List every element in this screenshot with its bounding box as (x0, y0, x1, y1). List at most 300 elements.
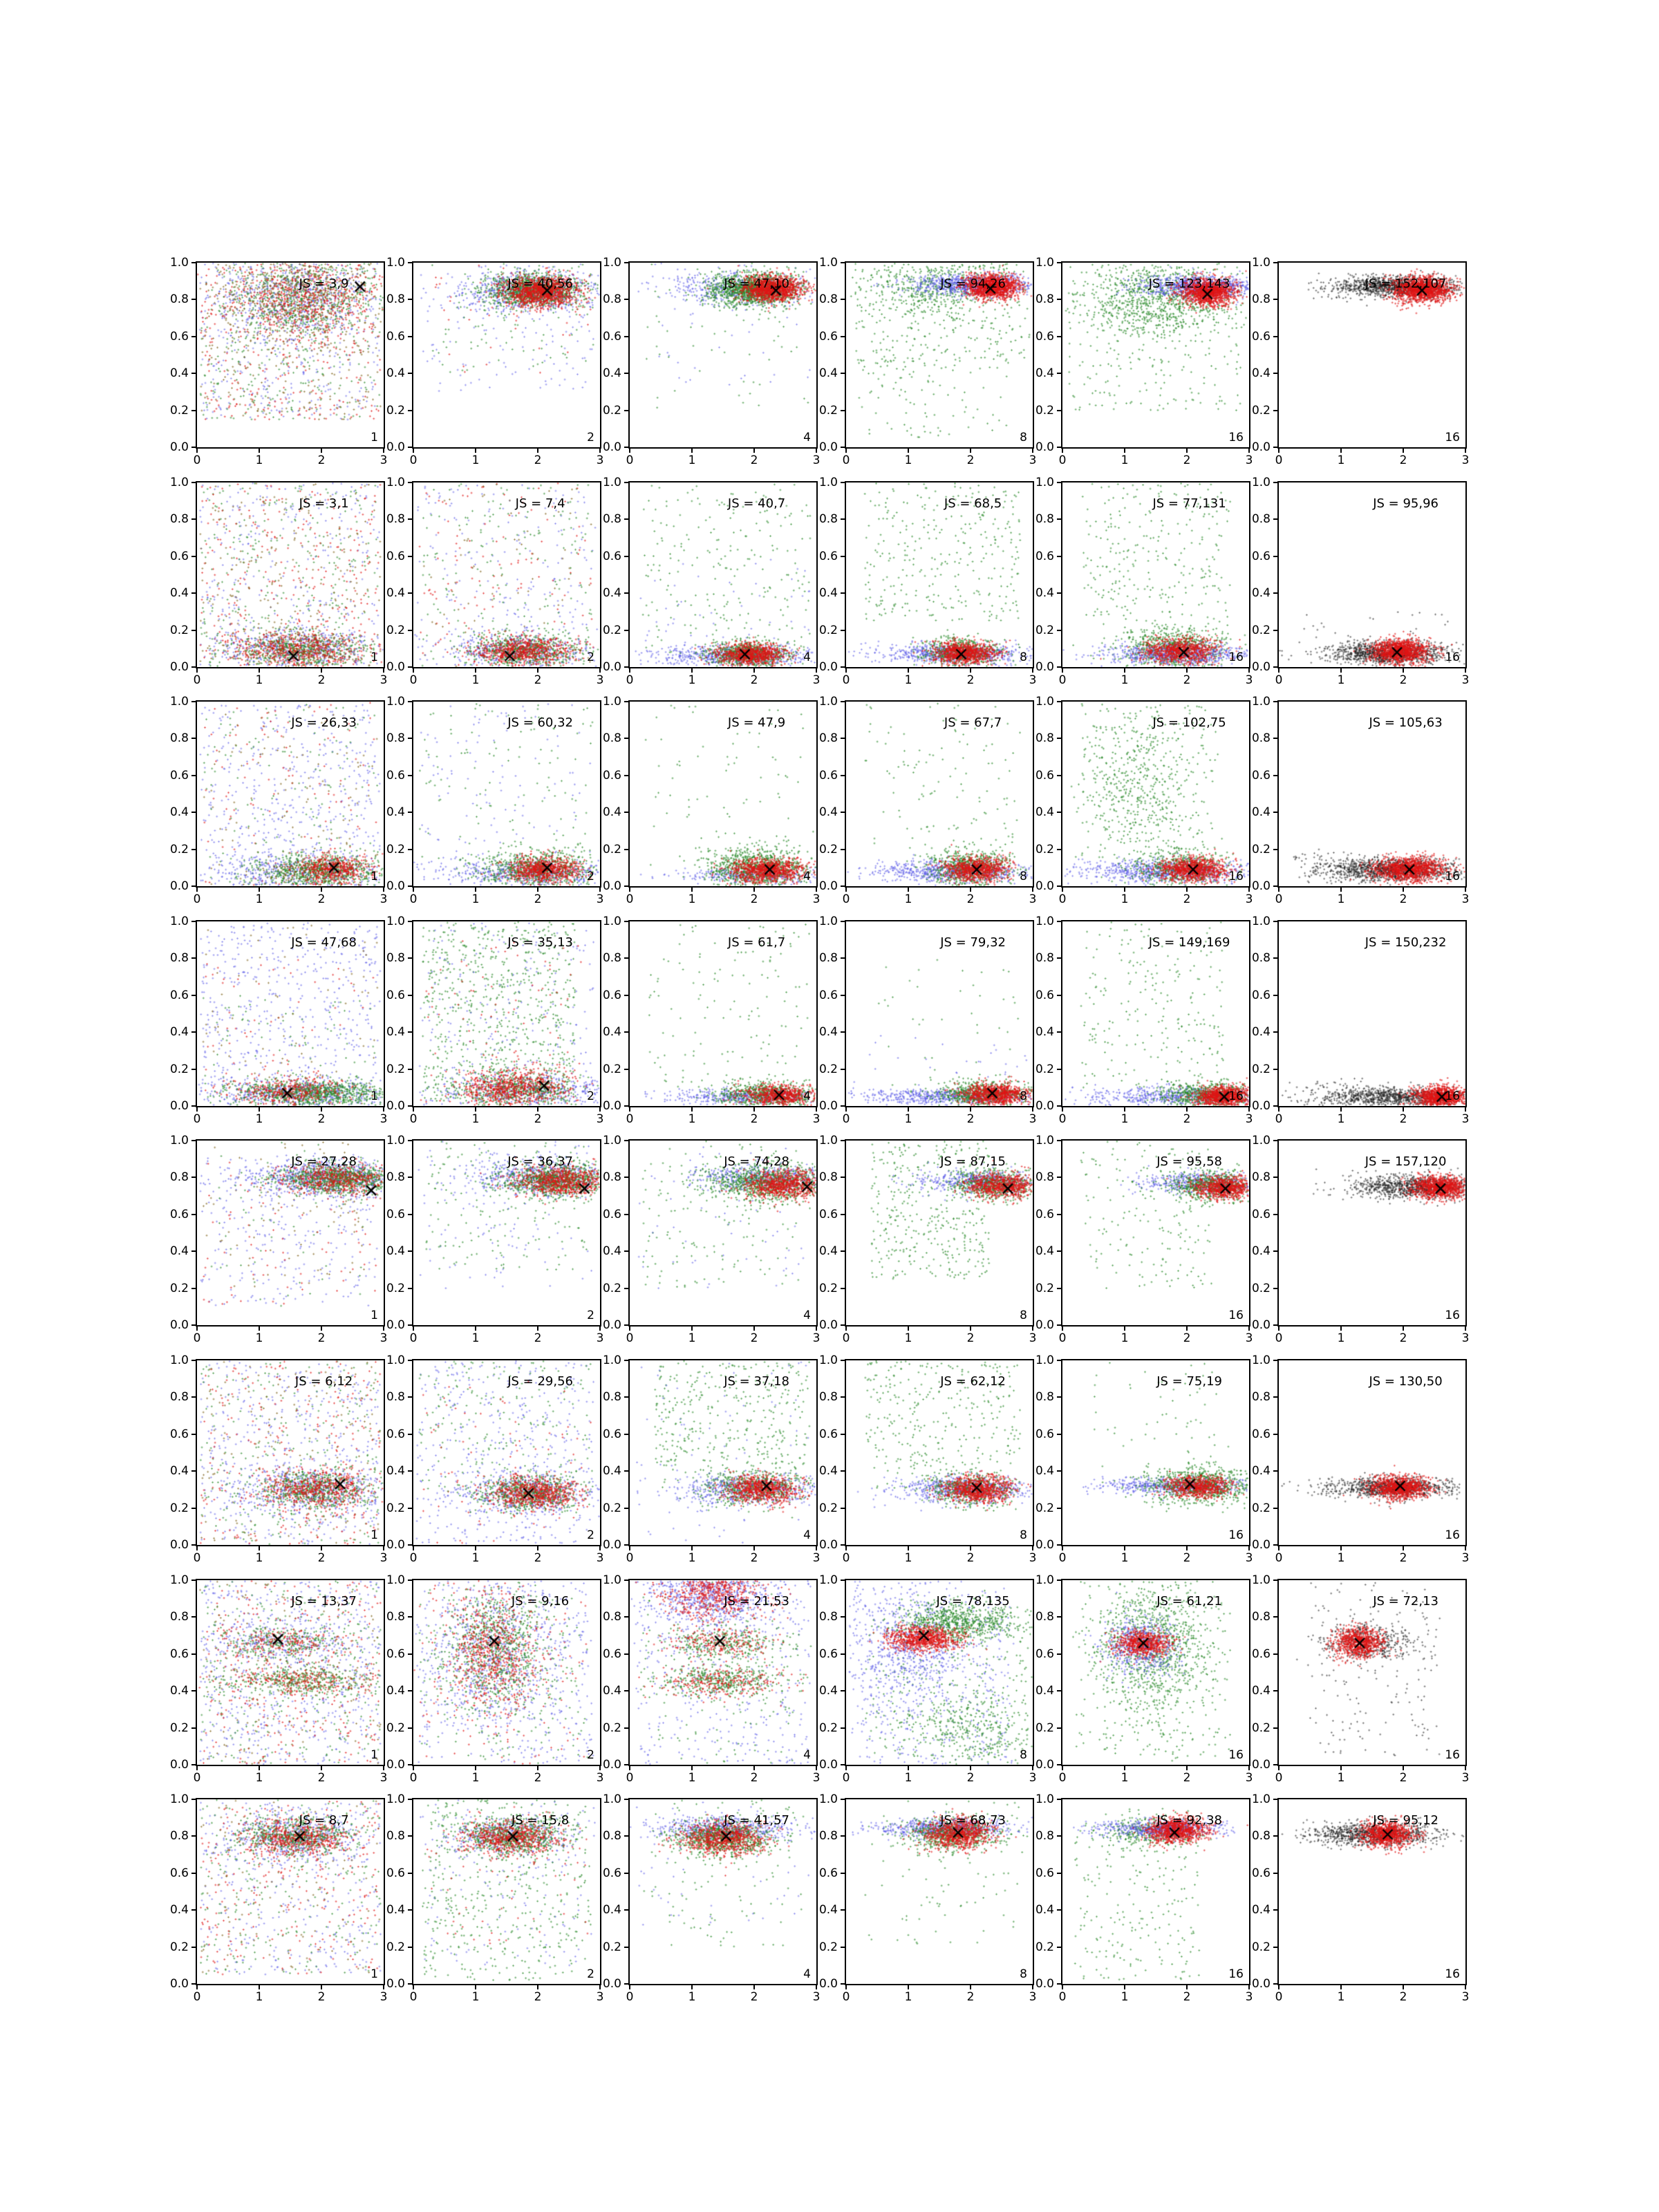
y-tick-label: 0.2 (1251, 1062, 1271, 1076)
y-tick-mark (1057, 1727, 1061, 1729)
y-tick-mark (624, 1690, 628, 1691)
y-tick-label: 0.6 (169, 988, 189, 1002)
x-tick-label: 0 (1275, 1331, 1283, 1345)
y-tick-label: 1.0 (818, 695, 838, 709)
js-divergence-label: JS = 47,10 (724, 276, 789, 291)
x-tick-mark (970, 1107, 971, 1112)
x-tick-label: 0 (1275, 1990, 1283, 2004)
subplot-r2c2 (602, 695, 821, 906)
particle-count-label: 4 (803, 1089, 811, 1103)
y-tick-mark (408, 630, 412, 631)
y-tick-mark (624, 373, 628, 374)
y-tick-label: 0.0 (818, 879, 838, 893)
y-tick-mark (191, 1799, 196, 1800)
x-tick-label: 1 (1121, 1331, 1129, 1345)
x-tick-mark (753, 1766, 755, 1770)
y-tick-label: 0.2 (818, 842, 838, 856)
scatter-canvas (413, 1580, 600, 1765)
y-tick-mark (841, 1288, 845, 1289)
x-tick-label: 1 (1337, 1771, 1345, 1785)
y-tick-label: 0.8 (169, 1390, 189, 1405)
y-tick-label: 0.0 (602, 440, 621, 454)
y-tick-label: 0.0 (169, 879, 189, 893)
y-tick-label: 0.2 (1251, 1281, 1271, 1295)
scatter-canvas (630, 921, 816, 1106)
y-tick-mark (624, 1727, 628, 1729)
particle-count-label: 4 (803, 431, 811, 444)
x-tick-mark (691, 668, 693, 673)
y-tick-mark (624, 1835, 628, 1837)
x-tick-mark (1124, 668, 1125, 673)
subplot-r3c4 (1035, 915, 1253, 1126)
y-tick-mark (841, 1177, 845, 1178)
y-tick-mark (191, 518, 196, 520)
x-tick-mark (321, 1546, 322, 1550)
y-tick-mark (408, 482, 412, 483)
y-tick-label: 0.2 (1251, 1940, 1271, 1954)
y-tick-label: 0.4 (1251, 1903, 1271, 1918)
y-tick-mark (191, 1727, 196, 1729)
js-divergence-label: JS = 95,12 (1373, 1813, 1438, 1828)
subplot-r5c5 (1251, 1353, 1470, 1565)
y-tick-mark (624, 556, 628, 557)
y-tick-mark (408, 262, 412, 263)
y-tick-mark (408, 556, 412, 557)
x-tick-mark (845, 1985, 847, 1989)
js-divergence-label: JS = 7,4 (515, 496, 565, 511)
y-tick-label: 1.0 (602, 256, 621, 270)
y-tick-mark (624, 1764, 628, 1765)
y-tick-label: 0.8 (1035, 731, 1054, 746)
y-tick-label: 0.6 (602, 768, 621, 782)
y-tick-label: 1.0 (1035, 915, 1054, 928)
subplot-r0c4 (1035, 256, 1253, 467)
y-tick-mark (191, 957, 196, 959)
subplot-r2c3 (818, 695, 1037, 906)
x-tick-label: 0 (842, 892, 850, 906)
y-tick-label: 0.4 (1035, 1244, 1054, 1259)
y-tick-mark (1273, 262, 1277, 263)
x-tick-label: 1 (688, 673, 696, 687)
particle-count-label: 2 (587, 1967, 594, 1981)
x-tick-label: 2 (317, 1331, 326, 1345)
x-tick-mark (1062, 668, 1063, 673)
js-divergence-label: JS = 87,15 (940, 1154, 1006, 1169)
x-tick-label: 3 (379, 453, 388, 467)
x-tick-mark (321, 1107, 322, 1112)
x-tick-label: 2 (317, 1112, 326, 1126)
y-tick-mark (1273, 1360, 1277, 1361)
y-tick-label: 0.8 (386, 512, 405, 527)
x-tick-mark (1278, 449, 1280, 453)
x-tick-label: 1 (471, 1990, 480, 2004)
x-tick-mark (629, 668, 630, 673)
particle-count-label: 16 (1228, 431, 1244, 444)
x-tick-label: 2 (750, 892, 758, 906)
y-tick-label: 0.2 (818, 1281, 838, 1295)
x-tick-label: 2 (966, 892, 975, 906)
y-tick-mark (1057, 1947, 1061, 1948)
y-tick-mark (191, 1947, 196, 1948)
y-tick-label: 0.0 (1035, 1318, 1054, 1332)
y-tick-mark (191, 1396, 196, 1398)
subplot-r0c2 (602, 256, 821, 467)
y-tick-mark (1057, 1873, 1061, 1874)
x-tick-label: 0 (1058, 1331, 1067, 1345)
js-divergence-label: JS = 95,96 (1373, 496, 1438, 511)
x-tick-label: 1 (904, 673, 912, 687)
x-tick-label: 0 (626, 1112, 634, 1126)
y-tick-label: 1.0 (1035, 1792, 1054, 1806)
x-tick-label: 1 (904, 453, 912, 467)
js-divergence-label: JS = 9,16 (511, 1594, 570, 1609)
x-tick-mark (196, 888, 198, 892)
particle-count-label: 16 (1445, 870, 1460, 883)
x-tick-label: 3 (379, 673, 388, 687)
y-tick-mark (841, 1214, 845, 1215)
y-tick-mark (408, 1873, 412, 1874)
particle-count-label: 8 (1020, 1748, 1027, 1762)
y-tick-label: 1.0 (1035, 1573, 1054, 1587)
y-tick-label: 0.2 (818, 403, 838, 418)
y-tick-label: 0.2 (1035, 623, 1054, 637)
y-tick-label: 0.4 (1035, 1464, 1054, 1479)
js-divergence-label: JS = 77,131 (1152, 496, 1226, 511)
y-tick-label: 0.4 (818, 805, 838, 820)
x-tick-mark (1340, 888, 1342, 892)
y-tick-mark (841, 1873, 845, 1874)
subplot-r0c3 (818, 256, 1037, 467)
y-tick-mark (408, 410, 412, 411)
y-tick-mark (1273, 592, 1277, 594)
y-tick-label: 0.8 (386, 1170, 405, 1185)
x-tick-label: 3 (1029, 1551, 1037, 1565)
y-tick-mark (408, 1396, 412, 1398)
x-tick-label: 0 (409, 1551, 418, 1565)
x-tick-mark (908, 668, 909, 673)
x-tick-mark (845, 1546, 847, 1550)
subplot-r5c2 (602, 1353, 821, 1565)
y-tick-label: 0.0 (818, 1977, 838, 1991)
js-divergence-label: JS = 37,18 (724, 1374, 789, 1389)
y-tick-mark (624, 336, 628, 337)
x-tick-label: 0 (1058, 1771, 1067, 1785)
y-tick-label: 0.2 (1251, 842, 1271, 856)
x-tick-label: 0 (1058, 673, 1067, 687)
y-tick-mark (841, 1764, 845, 1765)
x-tick-label: 2 (1183, 453, 1191, 467)
y-tick-label: 1.0 (169, 476, 189, 489)
x-tick-label: 2 (1183, 892, 1191, 906)
x-tick-label: 2 (1183, 1551, 1191, 1565)
y-tick-label: 0.6 (386, 988, 405, 1002)
y-tick-mark (841, 518, 845, 520)
y-tick-label: 0.8 (1035, 1170, 1054, 1185)
x-tick-label: 0 (842, 1551, 850, 1565)
subplot-r2c4 (1035, 695, 1253, 906)
y-tick-mark (1057, 812, 1061, 813)
y-tick-label: 0.4 (386, 366, 405, 381)
particle-count-label: 16 (1228, 1748, 1244, 1762)
particle-count-label: 8 (1020, 1528, 1027, 1542)
y-tick-mark (1057, 701, 1061, 702)
y-tick-label: 0.4 (169, 586, 189, 601)
y-tick-label: 1.0 (602, 1134, 621, 1147)
y-tick-label: 0.6 (1251, 768, 1271, 782)
particle-count-label: 4 (803, 1309, 811, 1322)
y-tick-mark (408, 1690, 412, 1691)
y-tick-mark (841, 1727, 845, 1729)
y-tick-mark (1057, 1140, 1061, 1141)
subplot-r3c0 (169, 915, 388, 1126)
x-tick-mark (321, 449, 322, 453)
scatter-canvas (197, 1360, 384, 1545)
x-tick-label: 3 (812, 673, 821, 687)
x-tick-mark (1186, 449, 1188, 453)
x-tick-label: 2 (966, 1771, 975, 1785)
subplot-r4c3 (818, 1134, 1037, 1345)
y-tick-label: 0.2 (169, 1281, 189, 1295)
x-tick-mark (475, 449, 476, 453)
y-tick-label: 1.0 (818, 1792, 838, 1806)
x-tick-mark (475, 1546, 476, 1550)
x-tick-mark (1124, 1327, 1125, 1331)
y-tick-mark (191, 1434, 196, 1435)
x-tick-mark (259, 1546, 260, 1550)
x-tick-label: 2 (534, 673, 542, 687)
x-tick-label: 3 (812, 1771, 821, 1785)
y-tick-mark (1273, 299, 1277, 300)
y-tick-mark (1273, 1616, 1277, 1618)
y-tick-label: 0.4 (818, 1244, 838, 1259)
y-tick-label: 0.6 (169, 1427, 189, 1441)
particle-count-label: 16 (1445, 650, 1460, 664)
y-tick-mark (191, 1177, 196, 1178)
x-tick-label: 0 (842, 1771, 850, 1785)
particle-count-label: 16 (1228, 1089, 1244, 1103)
x-tick-mark (1403, 668, 1404, 673)
y-tick-mark (841, 1616, 845, 1618)
y-tick-label: 0.2 (818, 1940, 838, 1954)
x-tick-label: 3 (596, 1990, 604, 2004)
y-tick-label: 0.8 (169, 512, 189, 527)
x-tick-label: 3 (812, 1551, 821, 1565)
x-tick-label: 1 (1337, 1112, 1345, 1126)
y-tick-label: 0.2 (1251, 1501, 1271, 1515)
x-tick-mark (1062, 1766, 1063, 1770)
y-tick-mark (408, 1909, 412, 1911)
y-tick-mark (1057, 630, 1061, 631)
y-tick-mark (1057, 1470, 1061, 1472)
y-tick-mark (191, 812, 196, 813)
y-tick-mark (408, 1653, 412, 1655)
y-tick-mark (841, 1835, 845, 1837)
y-tick-mark (624, 738, 628, 739)
x-tick-label: 2 (750, 673, 758, 687)
y-tick-label: 1.0 (1251, 1353, 1271, 1367)
x-tick-label: 0 (1058, 1112, 1067, 1126)
y-tick-mark (1273, 1947, 1277, 1948)
y-tick-label: 0.8 (1251, 951, 1271, 966)
particle-count-label: 4 (803, 1748, 811, 1762)
x-tick-label: 2 (317, 892, 326, 906)
x-tick-label: 3 (1245, 1112, 1253, 1126)
scatter-canvas (413, 482, 600, 667)
x-tick-label: 1 (1121, 1771, 1129, 1785)
js-divergence-label: JS = 130,50 (1369, 1374, 1443, 1389)
x-tick-mark (1062, 1985, 1063, 1989)
y-tick-mark (1057, 1653, 1061, 1655)
y-tick-mark (1273, 630, 1277, 631)
y-tick-label: 0.4 (169, 1684, 189, 1698)
subplot-r7c3 (818, 1792, 1037, 2004)
y-tick-label: 0.2 (1035, 1062, 1054, 1076)
particle-count-label: 8 (1020, 870, 1027, 883)
y-tick-label: 0.6 (1035, 549, 1054, 563)
x-tick-mark (259, 668, 260, 673)
x-tick-mark (259, 888, 260, 892)
y-tick-mark (1057, 1288, 1061, 1289)
y-tick-mark (408, 921, 412, 922)
y-tick-mark (191, 1616, 196, 1618)
y-tick-mark (1273, 1690, 1277, 1691)
x-tick-label: 3 (1461, 453, 1470, 467)
x-tick-label: 2 (750, 1771, 758, 1785)
y-tick-mark (1273, 1396, 1277, 1398)
x-tick-mark (1403, 1985, 1404, 1989)
y-tick-label: 0.4 (1251, 1464, 1271, 1479)
x-tick-mark (1062, 449, 1063, 453)
y-tick-label: 1.0 (602, 915, 621, 928)
y-tick-label: 0.6 (602, 1866, 621, 1880)
y-tick-mark (408, 299, 412, 300)
y-tick-label: 0.0 (386, 1538, 405, 1552)
y-tick-mark (1057, 1360, 1061, 1361)
y-tick-label: 0.0 (1251, 660, 1271, 674)
y-tick-mark (624, 518, 628, 520)
y-tick-label: 1.0 (169, 1573, 189, 1587)
x-tick-mark (908, 449, 909, 453)
y-tick-mark (841, 1105, 845, 1107)
x-tick-mark (1465, 1985, 1466, 1989)
x-tick-mark (845, 1766, 847, 1770)
x-tick-label: 1 (471, 673, 480, 687)
y-tick-label: 0.6 (818, 1427, 838, 1441)
x-tick-mark (629, 1107, 630, 1112)
y-tick-mark (624, 666, 628, 668)
y-tick-mark (1057, 995, 1061, 996)
y-tick-mark (408, 666, 412, 668)
y-tick-label: 0.8 (602, 1610, 621, 1624)
particle-count-label: 4 (803, 1967, 811, 1981)
y-tick-mark (408, 812, 412, 813)
x-tick-mark (259, 1766, 260, 1770)
y-tick-label: 1.0 (818, 1573, 838, 1587)
y-tick-label: 0.2 (169, 1501, 189, 1515)
y-tick-mark (408, 1835, 412, 1837)
subplot-r5c0 (169, 1353, 388, 1565)
y-tick-mark (191, 410, 196, 411)
x-tick-label: 3 (1461, 1331, 1470, 1345)
y-tick-mark (1273, 995, 1277, 996)
x-tick-mark (1340, 1766, 1342, 1770)
x-tick-label: 3 (379, 1990, 388, 2004)
subplot-r1c0 (169, 476, 388, 687)
y-tick-label: 0.0 (386, 1758, 405, 1772)
x-tick-mark (413, 1107, 414, 1112)
x-tick-mark (1278, 888, 1280, 892)
x-tick-mark (753, 888, 755, 892)
y-tick-mark (624, 1909, 628, 1911)
x-tick-mark (475, 1327, 476, 1331)
x-tick-label: 2 (1399, 673, 1407, 687)
particle-count-label: 8 (1020, 431, 1027, 444)
x-tick-label: 3 (1029, 892, 1037, 906)
js-divergence-label: JS = 40,7 (727, 496, 786, 511)
y-tick-label: 0.6 (169, 329, 189, 344)
y-tick-mark (191, 1764, 196, 1765)
x-tick-label: 1 (904, 892, 912, 906)
y-tick-label: 0.0 (818, 1318, 838, 1332)
x-tick-label: 0 (1275, 453, 1283, 467)
y-tick-label: 1.0 (818, 1134, 838, 1147)
particle-count-label: 4 (803, 870, 811, 883)
particle-count-label: 2 (587, 650, 594, 664)
y-tick-label: 0.0 (1035, 660, 1054, 674)
y-tick-mark (191, 1250, 196, 1252)
x-tick-label: 1 (688, 1771, 696, 1785)
y-tick-label: 0.6 (1251, 1647, 1271, 1661)
js-divergence-label: JS = 6,12 (294, 1374, 353, 1389)
y-tick-mark (841, 447, 845, 448)
y-tick-mark (624, 410, 628, 411)
y-tick-label: 0.6 (386, 1207, 405, 1221)
x-tick-label: 3 (1461, 1771, 1470, 1785)
y-tick-mark (191, 1835, 196, 1837)
x-tick-mark (1340, 1107, 1342, 1112)
x-tick-mark (629, 1327, 630, 1331)
x-tick-mark (1186, 1766, 1188, 1770)
x-tick-label: 3 (812, 453, 821, 467)
particle-count-label: 16 (1445, 1967, 1460, 1981)
y-tick-label: 0.8 (1251, 1390, 1271, 1405)
y-tick-label: 0.6 (386, 1427, 405, 1441)
x-tick-label: 0 (1058, 453, 1067, 467)
y-tick-label: 0.0 (1035, 879, 1054, 893)
x-tick-mark (629, 1546, 630, 1550)
x-tick-label: 0 (193, 1771, 201, 1785)
y-tick-label: 0.2 (386, 842, 405, 856)
y-tick-mark (1273, 1140, 1277, 1141)
y-tick-mark (408, 1727, 412, 1729)
y-tick-label: 0.4 (169, 1025, 189, 1040)
y-tick-mark (408, 995, 412, 996)
y-tick-label: 0.4 (602, 366, 621, 381)
x-tick-mark (1278, 1546, 1280, 1550)
x-tick-mark (413, 1985, 414, 1989)
y-tick-label: 0.4 (602, 586, 621, 601)
y-tick-label: 0.4 (1251, 586, 1271, 601)
y-tick-label: 1.0 (1251, 695, 1271, 709)
y-tick-mark (1057, 1580, 1061, 1581)
y-tick-label: 0.6 (818, 1866, 838, 1880)
x-tick-label: 0 (626, 892, 634, 906)
scatter-canvas (197, 263, 384, 447)
js-divergence-label: JS = 47,9 (727, 715, 786, 730)
y-tick-mark (408, 1214, 412, 1215)
y-tick-label: 1.0 (169, 1134, 189, 1147)
y-tick-label: 0.4 (818, 1025, 838, 1040)
